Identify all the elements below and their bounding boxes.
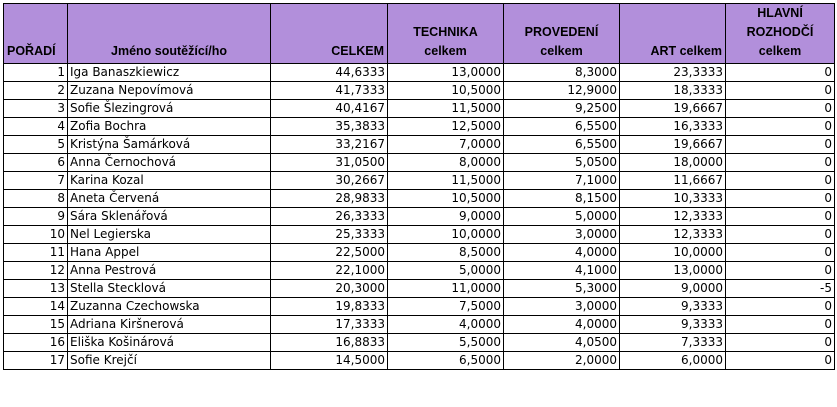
- cell-technika[interactable]: 11,0000: [388, 280, 504, 298]
- cell-provedeni[interactable]: 12,9000: [504, 82, 620, 100]
- cell-total[interactable]: 14,5000: [271, 352, 388, 370]
- cell-hlavni[interactable]: 0: [726, 172, 835, 190]
- cell-technika[interactable]: 6,5000: [388, 352, 504, 370]
- header-provedeni: PROVEDENÍ celkem: [504, 4, 620, 64]
- cell-hlavni[interactable]: 0: [726, 82, 835, 100]
- cell-rank[interactable]: 10: [4, 226, 68, 244]
- cell-art[interactable]: 11,6667: [620, 172, 726, 190]
- table-row: [4, 334, 835, 352]
- cell-technika[interactable]: 5,0000: [388, 262, 504, 280]
- cell-provedeni[interactable]: 5,0500: [504, 154, 620, 172]
- cell-name[interactable]: Nel Legierska: [68, 226, 271, 244]
- cell-rank[interactable]: 16: [4, 334, 68, 352]
- cell-total[interactable]: 35,3833: [271, 118, 388, 136]
- table-row: [4, 352, 835, 370]
- cell-provedeni[interactable]: 7,1000: [504, 172, 620, 190]
- cell-total[interactable]: 20,3000: [271, 280, 388, 298]
- cell-name[interactable]: Anna Pestrová: [68, 262, 271, 280]
- cell-technika[interactable]: 10,5000: [388, 190, 504, 208]
- cell-hlavni[interactable]: 0: [726, 262, 835, 280]
- header-hlavni: HLAVNÍ ROZHODČÍ celkem: [726, 4, 835, 64]
- cell-technika[interactable]: 11,5000: [388, 100, 504, 118]
- cell-technika[interactable]: 11,5000: [388, 172, 504, 190]
- table-row: [4, 208, 835, 226]
- table-row: [4, 136, 835, 154]
- cell-art[interactable]: 12,3333: [620, 208, 726, 226]
- cell-name[interactable]: Aneta Červená: [68, 190, 271, 208]
- cell-art[interactable]: 9,3333: [620, 298, 726, 316]
- cell-hlavni[interactable]: 0: [726, 316, 835, 334]
- cell-rank[interactable]: 17: [4, 352, 68, 370]
- cell-technika[interactable]: 7,0000: [388, 136, 504, 154]
- cell-name[interactable]: Hana Appel: [68, 244, 271, 262]
- cell-name[interactable]: Kristýna Šamárková: [68, 136, 271, 154]
- cell-name[interactable]: Zuzanna Czechowska: [68, 298, 271, 316]
- cell-technika[interactable]: 10,0000: [388, 226, 504, 244]
- table-body: [4, 64, 835, 370]
- cell-art[interactable]: 18,0000: [620, 154, 726, 172]
- cell-name[interactable]: Sofie Šlezingrová: [68, 100, 271, 118]
- cell-total[interactable]: 22,1000: [271, 262, 388, 280]
- cell-total[interactable]: 33,2167: [271, 136, 388, 154]
- cell-rank[interactable]: 13: [4, 280, 68, 298]
- table-row: [4, 316, 835, 334]
- cell-art[interactable]: 13,0000: [620, 262, 726, 280]
- cell-rank[interactable]: 3: [4, 100, 68, 118]
- cell-hlavni[interactable]: 0: [726, 334, 835, 352]
- cell-provedeni[interactable]: 4,1000: [504, 262, 620, 280]
- cell-art[interactable]: 10,3333: [620, 190, 726, 208]
- cell-technika[interactable]: 13,0000: [388, 64, 504, 82]
- cell-total[interactable]: 31,0500: [271, 154, 388, 172]
- cell-art[interactable]: 7,3333: [620, 334, 726, 352]
- cell-provedeni[interactable]: 3,0000: [504, 298, 620, 316]
- cell-provedeni[interactable]: 5,0000: [504, 208, 620, 226]
- cell-technika[interactable]: 10,5000: [388, 82, 504, 100]
- cell-name[interactable]: Zofia Bochra: [68, 118, 271, 136]
- table-row: [4, 190, 835, 208]
- cell-art[interactable]: 9,3333: [620, 316, 726, 334]
- cell-hlavni[interactable]: 0: [726, 154, 835, 172]
- results-table: [3, 3, 835, 370]
- cell-name[interactable]: Sára Sklenářová: [68, 208, 271, 226]
- cell-rank[interactable]: 5: [4, 136, 68, 154]
- cell-total[interactable]: 17,3333: [271, 316, 388, 334]
- cell-total[interactable]: 44,6333: [271, 64, 388, 82]
- cell-technika[interactable]: 12,5000: [388, 118, 504, 136]
- cell-provedeni[interactable]: 8,1500: [504, 190, 620, 208]
- header-total: CELKEM: [271, 4, 388, 64]
- cell-total[interactable]: 22,5000: [271, 244, 388, 262]
- cell-technika[interactable]: 9,0000: [388, 208, 504, 226]
- header-art: ART celkem: [620, 4, 726, 64]
- cell-hlavni[interactable]: 0: [726, 190, 835, 208]
- table-row: [4, 244, 835, 262]
- cell-name[interactable]: Adriana Kiršnerová: [68, 316, 271, 334]
- cell-hlavni[interactable]: 0: [726, 244, 835, 262]
- cell-rank[interactable]: 14: [4, 298, 68, 316]
- cell-name[interactable]: Sofie Krejčí: [68, 352, 271, 370]
- cell-hlavni[interactable]: 0: [726, 64, 835, 82]
- cell-total[interactable]: 28,9833: [271, 190, 388, 208]
- table-row: [4, 82, 835, 100]
- cell-art[interactable]: 9,0000: [620, 280, 726, 298]
- cell-total[interactable]: 26,3333: [271, 208, 388, 226]
- cell-name[interactable]: Iga Banaszkiewicz: [68, 64, 271, 82]
- cell-art[interactable]: 10,0000: [620, 244, 726, 262]
- header-technika: TECHNIKA celkem: [388, 4, 504, 64]
- header-row: [4, 4, 835, 64]
- cell-name[interactable]: Stella Stecklová: [68, 280, 271, 298]
- cell-hlavni[interactable]: 0: [726, 208, 835, 226]
- cell-hlavni[interactable]: 0: [726, 100, 835, 118]
- header-name: Jméno soutěžící/ho: [68, 4, 271, 64]
- cell-rank[interactable]: 4: [4, 118, 68, 136]
- cell-art[interactable]: 18,3333: [620, 82, 726, 100]
- cell-provedeni[interactable]: 2,0000: [504, 352, 620, 370]
- cell-technika[interactable]: 4,0000: [388, 316, 504, 334]
- cell-hlavni[interactable]: -5: [726, 280, 835, 298]
- cell-total[interactable]: 40,4167: [271, 100, 388, 118]
- cell-name[interactable]: Anna Černochová: [68, 154, 271, 172]
- table-row: [4, 262, 835, 280]
- table-row: [4, 172, 835, 190]
- cell-rank[interactable]: 9: [4, 208, 68, 226]
- cell-hlavni[interactable]: 0: [726, 298, 835, 316]
- cell-technika[interactable]: 8,5000: [388, 244, 504, 262]
- header-rank: POŘADÍ: [4, 4, 68, 64]
- cell-rank[interactable]: 2: [4, 82, 68, 100]
- cell-total[interactable]: 30,2667: [271, 172, 388, 190]
- cell-name[interactable]: Eliška Košinárová: [68, 334, 271, 352]
- cell-total[interactable]: 41,7333: [271, 82, 388, 100]
- table-row: [4, 100, 835, 118]
- cell-provedeni[interactable]: 3,0000: [504, 226, 620, 244]
- cell-hlavni[interactable]: 0: [726, 226, 835, 244]
- table-row: [4, 280, 835, 298]
- cell-provedeni[interactable]: 9,2500: [504, 100, 620, 118]
- table-row: [4, 154, 835, 172]
- cell-technika[interactable]: 8,0000: [388, 154, 504, 172]
- cell-hlavni[interactable]: 0: [726, 136, 835, 154]
- cell-rank[interactable]: 8: [4, 190, 68, 208]
- cell-art[interactable]: 19,6667: [620, 100, 726, 118]
- table-row: [4, 226, 835, 244]
- cell-art[interactable]: 23,3333: [620, 64, 726, 82]
- cell-provedeni[interactable]: 6,5500: [504, 118, 620, 136]
- cell-provedeni[interactable]: 4,0000: [504, 244, 620, 262]
- cell-rank[interactable]: 6: [4, 154, 68, 172]
- cell-provedeni[interactable]: 8,3000: [504, 64, 620, 82]
- cell-technika[interactable]: 5,5000: [388, 334, 504, 352]
- cell-total[interactable]: 25,3333: [271, 226, 388, 244]
- cell-rank[interactable]: 11: [4, 244, 68, 262]
- cell-technika[interactable]: 7,5000: [388, 298, 504, 316]
- table-row: [4, 298, 835, 316]
- cell-art[interactable]: 6,0000: [620, 352, 726, 370]
- cell-hlavni[interactable]: 0: [726, 352, 835, 370]
- cell-rank[interactable]: 15: [4, 316, 68, 334]
- cell-provedeni[interactable]: 4,0500: [504, 334, 620, 352]
- table-row: [4, 118, 835, 136]
- cell-rank[interactable]: 12: [4, 262, 68, 280]
- cell-art[interactable]: 16,3333: [620, 118, 726, 136]
- cell-rank[interactable]: 7: [4, 172, 68, 190]
- cell-art[interactable]: 12,3333: [620, 226, 726, 244]
- cell-total[interactable]: 19,8333: [271, 298, 388, 316]
- cell-name[interactable]: Zuzana Nepovímová: [68, 82, 271, 100]
- cell-art[interactable]: 19,6667: [620, 136, 726, 154]
- cell-name[interactable]: Karina Kozal: [68, 172, 271, 190]
- cell-provedeni[interactable]: 6,5500: [504, 136, 620, 154]
- table-row: [4, 64, 835, 82]
- cell-hlavni[interactable]: 0: [726, 118, 835, 136]
- cell-provedeni[interactable]: 4,0000: [504, 316, 620, 334]
- cell-total[interactable]: 16,8833: [271, 334, 388, 352]
- cell-rank[interactable]: 1: [4, 64, 68, 82]
- cell-provedeni[interactable]: 5,3000: [504, 280, 620, 298]
